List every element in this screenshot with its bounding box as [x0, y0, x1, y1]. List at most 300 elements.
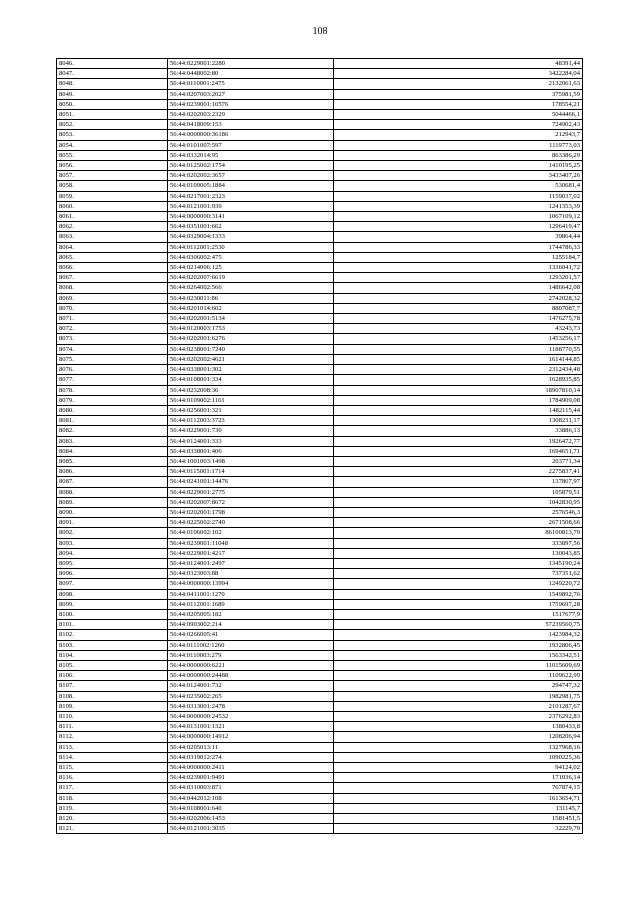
cadastral-number-cell: 56:44:0112001:1689 [168, 599, 334, 609]
cadastral-number-cell: 56:44:0338001:302 [168, 365, 334, 375]
cadastral-number-cell: 56:44:0112003:3723 [168, 416, 334, 426]
row-number-cell: 8061. [57, 212, 168, 222]
table-row [57, 722, 583, 732]
cadastral-value-cell: 203771,34 [334, 456, 583, 466]
row-number-cell: 8109. [57, 701, 168, 711]
cadastral-number-cell: 56:44:0111002:1260 [168, 640, 334, 650]
row-number-cell: 8071. [57, 314, 168, 324]
row-number-cell: 8052. [57, 120, 168, 130]
cadastral-number-cell: 56:44:0266005:41 [168, 630, 334, 640]
table-row [57, 150, 583, 160]
row-number-cell: 8059. [57, 191, 168, 201]
cadastral-value-cell: 1410195,25 [334, 161, 583, 171]
cadastral-value-cell: 2742028,32 [334, 293, 583, 303]
cadastral-value-cell: 1926472,77 [334, 436, 583, 446]
cadastral-number-cell: 56:44:0000000:36186 [168, 130, 334, 140]
row-number-cell: 8111. [57, 722, 168, 732]
cadastral-value-cell: 5044466,1 [334, 110, 583, 120]
row-number-cell: 8085. [57, 456, 168, 466]
cadastral-number-cell: 56:44:0232008:36 [168, 385, 334, 395]
row-number-cell: 8063. [57, 232, 168, 242]
row-number-cell: 8066. [57, 263, 168, 273]
cadastral-value-cell: 105879,51 [334, 487, 583, 497]
table-row [57, 691, 583, 701]
cadastral-value-cell: 1308231,17 [334, 416, 583, 426]
cadastral-value-cell: 1628935,85 [334, 375, 583, 385]
cadastral-value-cell: 39864,44 [334, 232, 583, 242]
row-number-cell: 8046. [57, 59, 168, 69]
table-row [57, 161, 583, 171]
cadastral-number-cell: 56:44:0202001:1798 [168, 507, 334, 517]
table-row [57, 201, 583, 211]
cadastral-number-cell: 56:44:0000000:2411 [168, 763, 334, 773]
cadastral-value-cell: 1336041,72 [334, 263, 583, 273]
cadastral-number-cell: 56:44:0202002:4621 [168, 354, 334, 364]
cadastral-value-cell: 130043,85 [334, 548, 583, 558]
cadastral-value-cell: 1563342,51 [334, 650, 583, 660]
cadastral-number-cell: 56:44:0108001:640 [168, 803, 334, 813]
table-row [57, 314, 583, 324]
row-number-cell: 8048. [57, 79, 168, 89]
cadastral-number-cell: 56:44:0239001:9491 [168, 773, 334, 783]
row-number-cell: 8095. [57, 558, 168, 568]
row-number-cell: 8073. [57, 334, 168, 344]
cadastral-number-cell: 56:44:0442012:108 [168, 793, 334, 803]
row-number-cell: 8100. [57, 609, 168, 619]
cadastral-value-cell: 3422284,04 [334, 69, 583, 79]
table-row [57, 742, 583, 752]
cadastral-number-cell: 56:44:0106002:102 [168, 528, 334, 538]
row-number-cell: 8064. [57, 242, 168, 252]
cadastral-number-cell: 56:44:0124001:2497 [168, 558, 334, 568]
row-number-cell: 8070. [57, 303, 168, 313]
cadastral-value-cell: 2132061,63 [334, 79, 583, 89]
table-row [57, 589, 583, 599]
cadastral-number-cell: 56:44:0229001:4217 [168, 548, 334, 558]
table-row [57, 569, 583, 579]
cadastral-value-cell: 94124,02 [334, 763, 583, 773]
table-row [57, 242, 583, 252]
cadastral-value-cell: 1982981,75 [334, 691, 583, 701]
row-number-cell: 8115. [57, 763, 168, 773]
table-row [57, 426, 583, 436]
cadastral-number-cell: 56:44:0000000:3141 [168, 212, 334, 222]
cadastral-value-cell: 1614144,85 [334, 354, 583, 364]
cadastral-value-cell: 18907810,14 [334, 385, 583, 395]
cadastral-number-cell: 56:44:0319012:274 [168, 752, 334, 762]
cadastral-value-cell: 2101287,67 [334, 701, 583, 711]
cadastral-value-cell: 2376292,83 [334, 712, 583, 722]
cadastral-number-cell: 56:44:0306002:475 [168, 252, 334, 262]
cadastral-value-cell: 1486642,08 [334, 283, 583, 293]
row-number-cell: 8076. [57, 365, 168, 375]
table-row [57, 763, 583, 773]
table-row [57, 528, 583, 538]
row-number-cell: 8121. [57, 824, 168, 834]
cadastral-value-cell: 1208206,94 [334, 732, 583, 742]
cadastral-value-cell: 1188770,55 [334, 344, 583, 354]
cadastral-number-cell: 56:44:0313001:2478 [168, 701, 334, 711]
table-row [57, 783, 583, 793]
table-row [57, 283, 583, 293]
cadastral-value-cell: 131145,7 [334, 803, 583, 813]
table-row [57, 263, 583, 273]
cadastral-value-cell: 863386,29 [334, 150, 583, 160]
cadastral-number-cell: 56:44:0125002:1754 [168, 161, 334, 171]
cadastral-number-cell: 56:44:0202003:2329 [168, 110, 334, 120]
table-row [57, 334, 583, 344]
cadastral-number-cell: 56:44:0229001:2280 [168, 59, 334, 69]
cadastral-value-cell: 86100813,79 [334, 528, 583, 538]
row-number-cell: 8053. [57, 130, 168, 140]
cadastral-value-cell: 11015609,69 [334, 660, 583, 670]
table-row [57, 273, 583, 283]
cadastral-number-cell: 56:44:0112001:2530 [168, 242, 334, 252]
row-number-cell: 8116. [57, 773, 168, 783]
table-body [57, 59, 583, 834]
row-number-cell: 8113. [57, 742, 168, 752]
row-number-cell: 8058. [57, 181, 168, 191]
table-row [57, 630, 583, 640]
table-row [57, 395, 583, 405]
row-number-cell: 8101. [57, 620, 168, 630]
table-row [57, 120, 583, 130]
row-number-cell: 8084. [57, 446, 168, 456]
cadastral-number-cell: 56:44:0101007:597 [168, 140, 334, 150]
table-row [57, 701, 583, 711]
table-row [57, 365, 583, 375]
table-row [57, 232, 583, 242]
cadastral-number-cell: 56:44:0903002:214 [168, 620, 334, 630]
row-number-cell: 8120. [57, 814, 168, 824]
row-number-cell: 8094. [57, 548, 168, 558]
table-row [57, 538, 583, 548]
cadastral-number-cell: 56:44:0000000:24488 [168, 671, 334, 681]
row-number-cell: 8097. [57, 579, 168, 589]
table-row [57, 456, 583, 466]
cadastral-value-cell: 1453256,17 [334, 334, 583, 344]
table-row [57, 599, 583, 609]
table-row [57, 293, 583, 303]
row-number-cell: 8110. [57, 712, 168, 722]
table-row [57, 303, 583, 313]
cadastral-number-cell: 56:44:0418009:153 [168, 120, 334, 130]
table-row [57, 171, 583, 181]
table-row [57, 814, 583, 824]
table-row [57, 609, 583, 619]
table-row [57, 110, 583, 120]
row-number-cell: 8114. [57, 752, 168, 762]
cadastral-number-cell: 56:44:1001003:1498 [168, 456, 334, 466]
row-number-cell: 8081. [57, 416, 168, 426]
cadastral-number-cell: 56:44:0109005:1884 [168, 181, 334, 191]
table-row [57, 89, 583, 99]
table-row [57, 324, 583, 334]
cadastral-number-cell: 56:44:0201014:602 [168, 303, 334, 313]
table-row [57, 69, 583, 79]
cadastral-number-cell: 56:44:0230011:86 [168, 293, 334, 303]
cadastral-value-cell: 33886,13 [334, 426, 583, 436]
row-number-cell: 8049. [57, 89, 168, 99]
cadastral-number-cell: 56:44:0235002:265 [168, 691, 334, 701]
cadastral-value-cell: 1549892,76 [334, 589, 583, 599]
cadastral-number-cell: 56:44:0323003:88 [168, 569, 334, 579]
cadastral-number-cell: 56:44:0448002:80 [168, 69, 334, 79]
cadastral-value-cell: 1476275,78 [334, 314, 583, 324]
cadastral-value-cell: 1581451,5 [334, 814, 583, 824]
cadastral-value-cell: 1042830,95 [334, 497, 583, 507]
row-number-cell: 8069. [57, 293, 168, 303]
row-number-cell: 8079. [57, 395, 168, 405]
table-row [57, 222, 583, 232]
cadastral-value-cell: 2275837,41 [334, 467, 583, 477]
table-row [57, 620, 583, 630]
row-number-cell: 8057. [57, 171, 168, 181]
cadastral-value-cell: 1759697,28 [334, 599, 583, 609]
cadastral-number-cell: 56:44:0110001:2475 [168, 79, 334, 89]
row-number-cell: 8050. [57, 99, 168, 109]
cadastral-number-cell: 56:44:0000000:6221 [168, 660, 334, 670]
table-row [57, 140, 583, 150]
table-row [57, 385, 583, 395]
cadastral-number-cell: 56:44:0000000:13994 [168, 579, 334, 589]
cadastral-value-cell: 1293201,57 [334, 273, 583, 283]
table-row [57, 660, 583, 670]
row-number-cell: 8054. [57, 140, 168, 150]
table-row [57, 681, 583, 691]
row-number-cell: 8055. [57, 150, 168, 160]
cadastral-number-cell: 56:44:0115001:1714 [168, 467, 334, 477]
table-row [57, 712, 583, 722]
row-number-cell: 8051. [57, 110, 168, 120]
table-row [57, 773, 583, 783]
cadastral-number-cell: 56:44:0207003:2027 [168, 89, 334, 99]
cadastral-value-cell: 137867,97 [334, 477, 583, 487]
cadastral-number-cell: 56:44:0205013:11 [168, 742, 334, 752]
table-row [57, 191, 583, 201]
cadastral-value-cell: 178554,21 [334, 99, 583, 109]
cadastral-value-cell: 530681,4 [334, 181, 583, 191]
row-number-cell: 8091. [57, 518, 168, 528]
table-row [57, 548, 583, 558]
cadastral-number-cell: 56:44:0411001:1270 [168, 589, 334, 599]
cadastral-value-cell: 1345190,24 [334, 558, 583, 568]
table-row [57, 99, 583, 109]
cadastral-number-cell: 56:44:0329004:1333 [168, 232, 334, 242]
cadastral-value-cell: 1296419,47 [334, 222, 583, 232]
row-number-cell: 8077. [57, 375, 168, 385]
table-row [57, 436, 583, 446]
table-row [57, 416, 583, 426]
row-number-cell: 8065. [57, 252, 168, 262]
cadastral-number-cell: 56:44:0202001:5134 [168, 314, 334, 324]
row-number-cell: 8093. [57, 538, 168, 548]
row-number-cell: 8074. [57, 344, 168, 354]
table-row [57, 752, 583, 762]
table-row [57, 405, 583, 415]
cadastral-value-cell: 32229,79 [334, 824, 583, 834]
row-number-cell: 8117. [57, 783, 168, 793]
row-number-cell: 8067. [57, 273, 168, 283]
cadastral-number-cell: 56:44:0241001:14476 [168, 477, 334, 487]
table-row [57, 803, 583, 813]
table-row [57, 793, 583, 803]
cadastral-number-cell: 56:44:0264002:566 [168, 283, 334, 293]
cadastral-number-cell: 56:44:0217001:2323 [168, 191, 334, 201]
row-number-cell: 8072. [57, 324, 168, 334]
row-number-cell: 8083. [57, 436, 168, 446]
row-number-cell: 8107. [57, 681, 168, 691]
row-number-cell: 8075. [57, 354, 168, 364]
row-number-cell: 8098. [57, 589, 168, 599]
cadastral-value-cell: 1694651,71 [334, 446, 583, 456]
row-number-cell: 8047. [57, 69, 168, 79]
cadastral-number-cell: 56:44:0121001:939 [168, 201, 334, 211]
table-row [57, 252, 583, 262]
row-number-cell: 8105. [57, 660, 168, 670]
cadastral-value-cell: 1932806,45 [334, 640, 583, 650]
table-row [57, 212, 583, 222]
cadastral-number-cell: 56:44:0338001:406 [168, 446, 334, 456]
row-number-cell: 8068. [57, 283, 168, 293]
row-number-cell: 8103. [57, 640, 168, 650]
cadastral-value-cell: 1067109,12 [334, 212, 583, 222]
row-number-cell: 8078. [57, 385, 168, 395]
cadastral-value-cell: 294747,32 [334, 681, 583, 691]
table-row [57, 579, 583, 589]
row-number-cell: 8092. [57, 528, 168, 538]
cadastral-value-cell: 1327968,16 [334, 742, 583, 752]
table-row [57, 487, 583, 497]
table-row [57, 732, 583, 742]
table-row [57, 640, 583, 650]
cadastral-value-cell: 8807087,7 [334, 303, 583, 313]
row-number-cell: 8062. [57, 222, 168, 232]
cadastral-number-cell: 56:44:0229001:2775 [168, 487, 334, 497]
cadastral-value-cell: 1423984,32 [334, 630, 583, 640]
cadastral-number-cell: 56:44:0202002:3657 [168, 171, 334, 181]
cadastral-value-cell: 2576546,3 [334, 507, 583, 517]
cadastral-number-cell: 56:44:0110003:279 [168, 650, 334, 660]
table-row [57, 650, 583, 660]
cadastral-number-cell: 56:44:0124001:333 [168, 436, 334, 446]
cadastral-value-cell: 1613654,71 [334, 793, 583, 803]
cadastral-number-cell: 56:44:0332014:95 [168, 150, 334, 160]
cadastral-value-cell: 1784909,08 [334, 395, 583, 405]
cadastral-number-cell: 56:44:0310003:871 [168, 783, 334, 793]
row-number-cell: 8087. [57, 477, 168, 487]
table-row [57, 79, 583, 89]
cadastral-value-cell: 48391,44 [334, 59, 583, 69]
cadastral-value-cell: 1482115,44 [334, 405, 583, 415]
row-number-cell: 8099. [57, 599, 168, 609]
cadastral-number-cell: 56:44:0108001:334 [168, 375, 334, 385]
cadastral-value-cell: 1090225,36 [334, 752, 583, 762]
table-row [57, 477, 583, 487]
cadastral-value-cell: 767874,15 [334, 783, 583, 793]
table-row [57, 558, 583, 568]
cadastral-number-cell: 56:44:0000000:24532 [168, 712, 334, 722]
cadastral-value-cell: 1249220,72 [334, 579, 583, 589]
cadastral-number-cell: 56:44:0124001:732 [168, 681, 334, 691]
cadastral-number-cell: 56:44:0120003:1753 [168, 324, 334, 334]
cadastral-value-cell: 1159037,02 [334, 191, 583, 201]
cadastral-value-cell: 57239560,75 [334, 620, 583, 630]
table-row [57, 497, 583, 507]
cadastral-value-cell: 1380433,8 [334, 722, 583, 732]
table-row [57, 130, 583, 140]
cadastral-number-cell: 56:44:0229001:730 [168, 426, 334, 436]
cadastral-number-cell: 56:44:0239001:11048 [168, 538, 334, 548]
cadastral-value-cell: 212943,7 [334, 130, 583, 140]
table-row [57, 344, 583, 354]
table-row [57, 824, 583, 834]
cadastral-value-cell: 1109622,99 [334, 671, 583, 681]
cadastral-value-cell: 1517677,9 [334, 609, 583, 619]
cadastral-number-cell: 56:44:0109002:1161 [168, 395, 334, 405]
cadastral-value-table [56, 58, 583, 834]
cadastral-value-cell: 1255184,7 [334, 252, 583, 262]
cadastral-value-cell: 3433407,26 [334, 171, 583, 181]
row-number-cell: 8089. [57, 497, 168, 507]
row-number-cell: 8104. [57, 650, 168, 660]
row-number-cell: 8086. [57, 467, 168, 477]
page-number: 108 [312, 26, 328, 37]
table-row [57, 671, 583, 681]
row-number-cell: 8112. [57, 732, 168, 742]
cadastral-number-cell: 56:44:0131001:1321 [168, 722, 334, 732]
cadastral-value-cell: 2671508,66 [334, 518, 583, 528]
cadastral-number-cell: 56:44:0205005:182 [168, 609, 334, 619]
cadastral-number-cell: 56:44:0225002:2740 [168, 518, 334, 528]
cadastral-value-cell: 171036,14 [334, 773, 583, 783]
row-number-cell: 8056. [57, 161, 168, 171]
cadastral-value-cell: 375981,59 [334, 89, 583, 99]
row-number-cell: 8108. [57, 691, 168, 701]
cadastral-value-cell: 2312434,48 [334, 365, 583, 375]
cadastral-value-cell: 43243,73 [334, 324, 583, 334]
table-row [57, 59, 583, 69]
table-row [57, 181, 583, 191]
table-row [57, 507, 583, 517]
cadastral-number-cell: 56:44:0202007:8672 [168, 497, 334, 507]
table-row [57, 446, 583, 456]
row-number-cell: 8096. [57, 569, 168, 579]
row-number-cell: 8060. [57, 201, 168, 211]
cadastral-number-cell: 56:44:0256001:321 [168, 405, 334, 415]
row-number-cell: 8082. [57, 426, 168, 436]
row-number-cell: 8119. [57, 803, 168, 813]
cadastral-number-cell: 56:44:0121001:3035 [168, 824, 334, 834]
cadastral-number-cell: 56:44:0351001:662 [168, 222, 334, 232]
table-row [57, 375, 583, 385]
cadastral-number-cell: 56:44:0000000:14912 [168, 732, 334, 742]
row-number-cell: 8090. [57, 507, 168, 517]
cadastral-value-cell: 333897,56 [334, 538, 583, 548]
cadastral-number-cell: 56:44:0239001:10576 [168, 99, 334, 109]
row-number-cell: 8106. [57, 671, 168, 681]
row-number-cell: 8080. [57, 405, 168, 415]
table-row [57, 467, 583, 477]
cadastral-number-cell: 56:44:0238001:7240 [168, 344, 334, 354]
cadastral-value-cell: 1119773,03 [334, 140, 583, 150]
table-row [57, 354, 583, 364]
table-row [57, 518, 583, 528]
cadastral-number-cell: 56:44:0202006:1453 [168, 814, 334, 824]
cadastral-value-cell: 724902,43 [334, 120, 583, 130]
cadastral-value-cell: 737351,62 [334, 569, 583, 579]
row-number-cell: 8102. [57, 630, 168, 640]
